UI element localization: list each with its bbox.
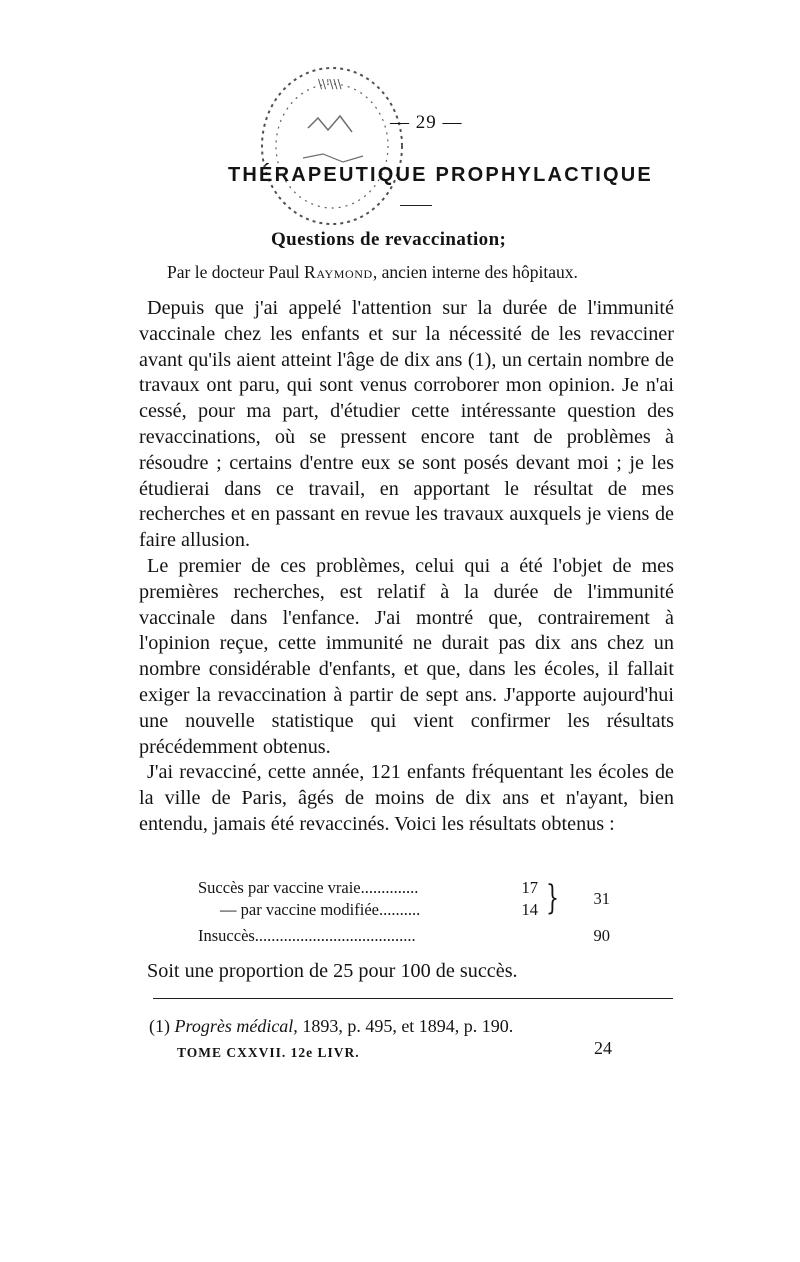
results-brace: } xyxy=(546,878,559,918)
article-title: Questions de revaccination; xyxy=(271,229,507,250)
footnote-source: Progrès médical, xyxy=(174,1016,298,1036)
paragraph: Le premier de ces problèmes, celui qui a été l'objet de mes premières recherches, est relatif à la durée de l'immunité vaccinale dans l'enfance. J'ai montré que, contrairement à l'opinion reçue, cette immunité ne durait pas dix ans chez un nombre considérable d'enfants, et que, dans les écoles, il fallait exiger la revaccination à partir de sept ans. J'apporte aujourd'hui une nouvelle statistique qui vient confirmer les résultats précédemment obtenus. xyxy=(139,554,674,758)
footnote-marker: (1) xyxy=(149,1016,175,1036)
paragraph: J'ai revacciné, cette année, 121 enfants fréquentant les écoles de la ville de Paris, âgés de moins de dix ans et n'ayant, bien entendu, jamais été revaccinés. Voici les résultats obtenus : xyxy=(139,761,674,835)
section-title: THÉRAPEUTIQUE PROPHYLACTIQUE xyxy=(228,164,653,186)
signature-mark: 24 xyxy=(594,1038,612,1058)
title-rule xyxy=(400,205,432,206)
footnote-details: 1893, p. 495, et 1894, p. 190. xyxy=(297,1016,514,1036)
svg-text:\\'\\\: \\'\\\ xyxy=(318,77,342,91)
body-text xyxy=(139,296,674,838)
results-label: Insuccès....................................... xyxy=(198,926,416,945)
results-label: — par vaccine modifiée.......... xyxy=(220,900,421,919)
results-total: 31 xyxy=(593,889,610,908)
paragraph: Depuis que j'ai appelé l'attention sur la durée de l'immunité vaccinale chez les enfants et sur la nécessité de les revacciner avant qu'ils aient atteint l'âge de dix ans (1), un certain nombre de travaux ont paru, qui sont venus corroborer mon opinion. Je n'ai cessé, pour ma part, d'étudier cette intéressante question des revaccinations, où se pressent encore tant de problèmes à résoudre ; certains d'entre eux se sont posés devant moi ; je les étudierai dans ce travail, en apportant le résultat de mes recherches et en passant en revue les travaux auxquels je viens de faire allusion. xyxy=(139,297,674,552)
footnote-rule xyxy=(153,998,673,999)
page-number: — 29 — xyxy=(390,112,463,133)
library-stamp-icon xyxy=(248,58,416,233)
conclusion: Soit une proportion de 25 pour 100 de succès. xyxy=(147,960,518,982)
results-label: Succès par vaccine vraie.............. xyxy=(198,878,419,897)
byline xyxy=(167,262,578,283)
results-value: 17 xyxy=(521,878,538,897)
byline-prefix: Par le docteur Paul xyxy=(167,262,305,282)
author-name: Raymond xyxy=(304,262,373,282)
footnote xyxy=(149,1016,513,1037)
tome-line: TOME CXXVII. 12e LIVR. xyxy=(177,1045,360,1060)
results-value: 90 xyxy=(593,926,610,945)
byline-suffix: , ancien interne des hôpitaux. xyxy=(372,262,578,282)
results-value: 14 xyxy=(521,900,538,919)
